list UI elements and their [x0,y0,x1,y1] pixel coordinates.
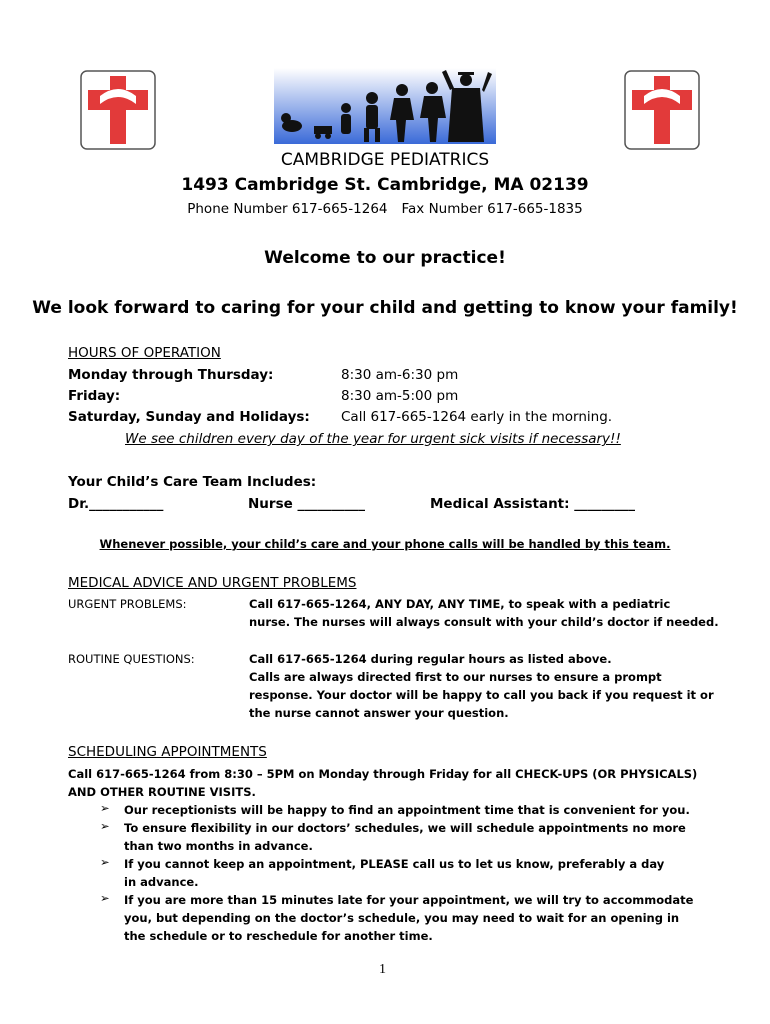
practice-address: 1493 Cambridge St. Cambridge, MA 02139 [181,175,589,195]
medical-advice-heading: MEDICAL ADVICE AND URGENT PROBLEMS [68,575,357,591]
cross-logo-right [624,70,700,150]
scheduling-heading: SCHEDULING APPOINTMENTS [68,744,267,760]
scheduling-bullet: Our receptionists will be happy to find an appointment time that is convenient for you. [124,803,690,817]
urgent-label: URGENT PROBLEMS: [68,597,187,611]
routine-text-line: Call 617-665-1264 during regular hours as listed above. [249,652,612,666]
scheduling-bullet: To ensure flexibility in our doctors’ schedules, we will schedule appointments no more than two months in advance. [124,821,686,853]
urgent-text-line: nurse. The nurses will always consult with your child’s doctor if needed. [249,615,719,629]
care-team-note: Whenever possible, your child’s care and your phone calls will be handled by this team. [99,537,671,551]
scheduling-bullet: If you cannot keep an appointment, PLEASE call us to let us know, preferably a day in advance. [124,857,665,889]
arrow-bullet-icon: ➢ [100,891,110,905]
fax-number: Fax Number 617-665-1835 [401,201,583,217]
arrow-bullet-icon: ➢ [100,801,110,815]
hours-row-value: 8:30 am-5:00 pm [341,388,459,404]
urgent-visit-note: We see children every day of the year for urgent sick visits if necessary!! [125,431,621,447]
arrow-bullet-icon: ➢ [100,855,110,869]
urgent-text-line: Call 617-665-1264, ANY DAY, ANY TIME, to speak with a pediatric [249,597,671,611]
hours-row-value: Call 617-665-1264 early in the morning. [341,409,613,425]
contact-line [0,201,770,217]
hours-row-label: Friday: [68,388,121,404]
hours-heading: HOURS OF OPERATION [68,345,221,361]
phone-number: Phone Number 617-665-1264 [187,201,388,217]
routine-text-line: the nurse cannot answer your question. [249,706,509,720]
routine-label: ROUTINE QUESTIONS: [68,652,195,666]
care-team-heading: Your Child’s Care Team Includes: [68,474,317,490]
page-number: 1 [379,962,386,977]
arrow-bullet-icon: ➢ [100,819,110,833]
scheduling-intro-line: AND OTHER ROUTINE VISITS. [68,785,256,799]
care-team-medical-assistant: Medical Assistant: _________ [430,496,635,512]
scheduling-intro-line: Call 617-665-1264 from 8:30 – 5PM on Monday through Friday for all CHECK-UPS (OR PHYSICALS) [68,767,698,781]
look-forward-heading: We look forward to caring for your child and getting to know your family! [32,298,738,318]
routine-text-line: response. Your doctor will be happy to call you back if you request it or [249,688,714,702]
children-silhouette-banner [274,68,496,144]
scheduling-bullet: If you are more than 15 minutes late for your appointment, we will try to accommodate you, but depending on the doctor’s schedule, you may need to wait for an opening in the schedule or to reschedule for another time. [124,893,694,943]
care-team-doctor: Dr.___________ [68,496,164,512]
practice-name: CAMBRIDGE PEDIATRICS [280,150,490,170]
hours-row-label: Saturday, Sunday and Holidays: [68,409,310,425]
cross-logo-left [80,70,156,150]
hours-row-label: Monday through Thursday: [68,367,274,383]
hours-row-value: 8:30 am-6:30 pm [341,367,459,383]
care-team-nurse: Nurse __________ [248,496,365,512]
welcome-heading: Welcome to our practice! [264,248,506,268]
routine-text-line: Calls are always directed first to our nurses to ensure a prompt [249,670,662,684]
